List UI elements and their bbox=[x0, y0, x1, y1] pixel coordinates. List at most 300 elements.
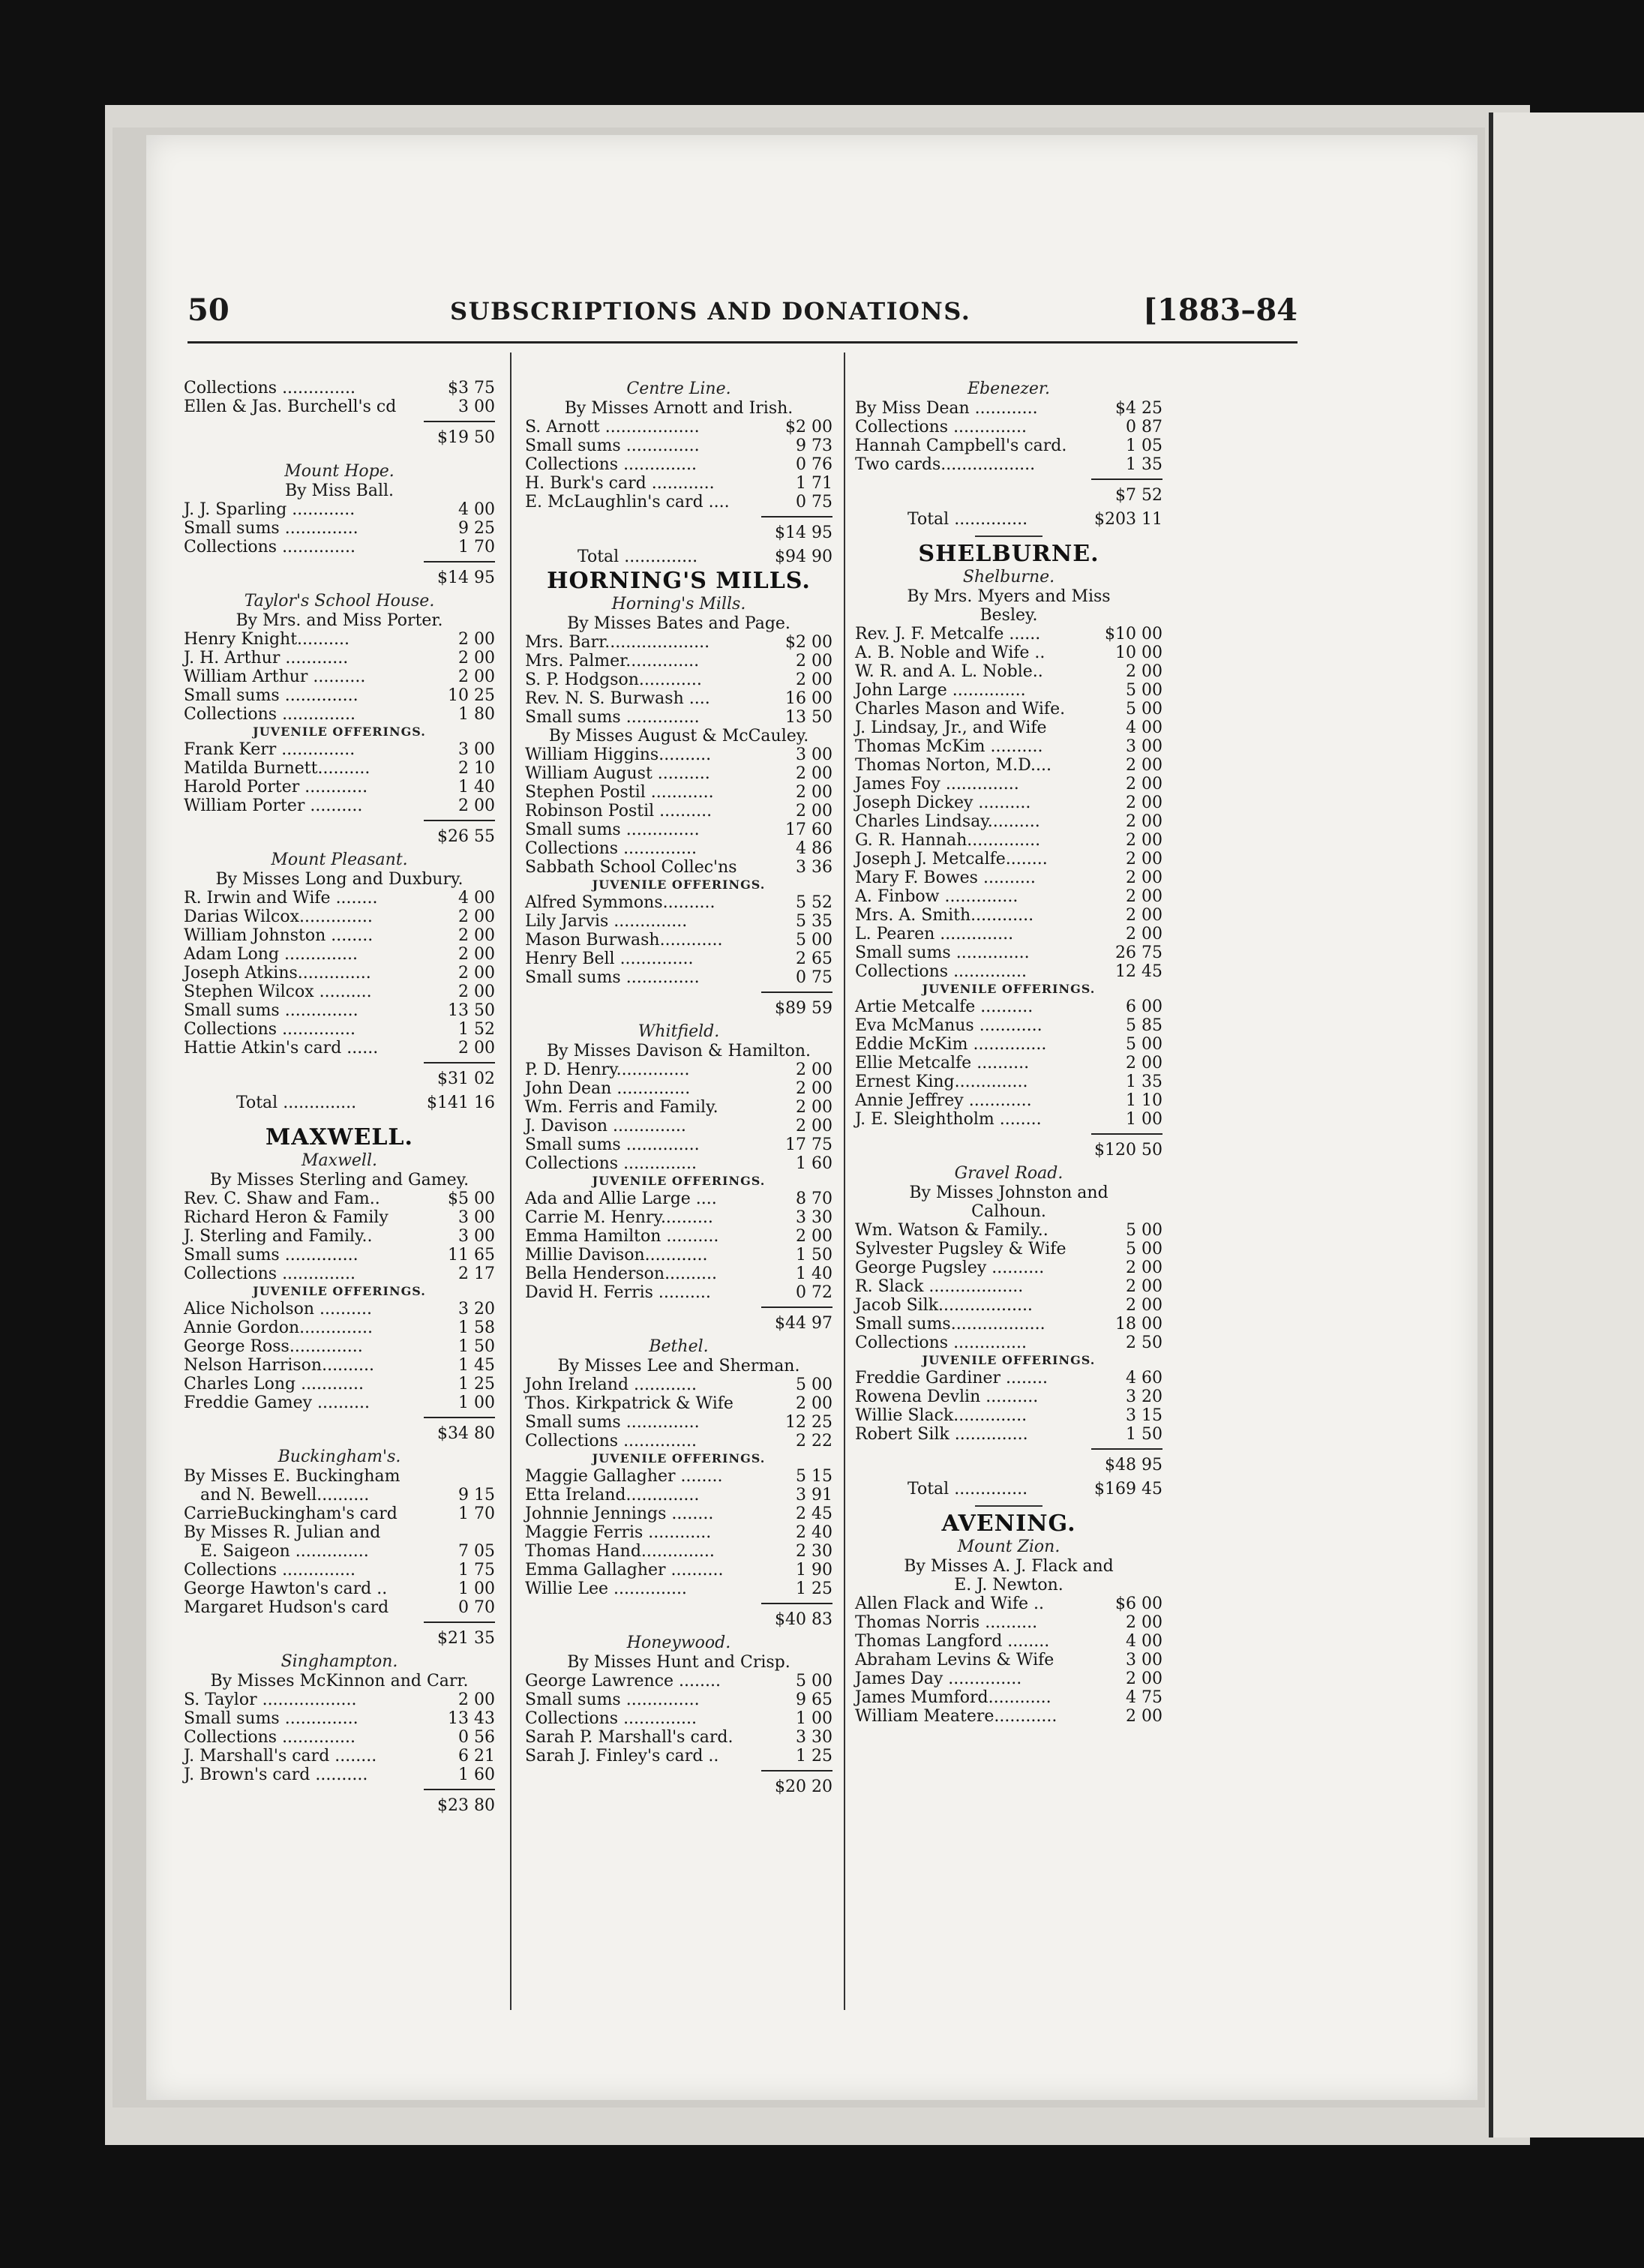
entry-label: Emma Hamilton .......... bbox=[525, 1227, 719, 1246]
entry-amount: 3 91 bbox=[796, 1486, 832, 1504]
entry-amount: 17 60 bbox=[785, 820, 832, 839]
subtotal-rule bbox=[761, 1306, 832, 1308]
collector-line: By Misses Lee and Sherman. bbox=[557, 1357, 800, 1376]
ledger-row bbox=[184, 1690, 495, 1709]
collector-line: By Misses Sterling and Gamey. bbox=[209, 1171, 470, 1190]
entry-label: Mrs. A. Smith............ bbox=[855, 906, 1034, 925]
entry-label: Freddie Gardiner ........ bbox=[855, 1369, 1048, 1388]
entry-amount: $2 00 bbox=[785, 633, 832, 652]
entry-label: J. Lindsay, Jr., and Wife bbox=[855, 718, 1047, 737]
entry-amount: 1 45 bbox=[458, 1356, 495, 1375]
ledger-row bbox=[525, 455, 832, 474]
collector-line: By Mrs. Myers and Miss bbox=[907, 587, 1111, 606]
collector-line: By Misses Hunt and Crisp. bbox=[567, 1653, 790, 1672]
entry-label: Small sums .............. bbox=[525, 436, 700, 455]
entry-amount: 12 25 bbox=[785, 1413, 832, 1432]
ledger-row bbox=[855, 756, 1162, 775]
entry-label: Mary F. Bowes .......... bbox=[855, 868, 1036, 887]
entry-amount: 2 00 bbox=[796, 652, 832, 670]
entry-amount: 3 00 bbox=[1126, 737, 1162, 756]
entry-label: Jacob Silk.................. bbox=[855, 1296, 1033, 1315]
entry-amount: 2 00 bbox=[796, 1060, 832, 1079]
entry-amount: 0 70 bbox=[458, 1598, 495, 1617]
subsection-heading: Centre Line. bbox=[626, 380, 731, 398]
entry-label: Freddie Gamey .......... bbox=[184, 1394, 370, 1412]
entry-amount: 9 65 bbox=[796, 1690, 832, 1709]
entry-label: A. Finbow .............. bbox=[855, 887, 1018, 906]
entry-label: Henry Bell .............. bbox=[525, 950, 694, 968]
total-amount: $203 11 bbox=[1094, 510, 1162, 529]
subtotal-rule bbox=[761, 516, 832, 518]
column-2 bbox=[525, 379, 832, 1800]
ledger-row bbox=[525, 474, 832, 493]
ledger-row bbox=[855, 455, 1162, 474]
entry-label: Willie Lee .............. bbox=[525, 1580, 687, 1598]
ledger-row bbox=[184, 630, 495, 649]
entry-amount: 2 00 bbox=[796, 1098, 832, 1117]
entry-label: Collections .............. bbox=[184, 1020, 356, 1039]
entry-amount: 2 00 bbox=[1126, 662, 1162, 681]
entry-amount: 6 00 bbox=[1126, 998, 1162, 1016]
entry-amount: 1 35 bbox=[1126, 455, 1162, 474]
subsection-heading: Whitfield. bbox=[638, 1022, 720, 1041]
subtotal-rule bbox=[761, 992, 832, 993]
entry-amount: 1 10 bbox=[1126, 1091, 1162, 1110]
ledger-row bbox=[184, 945, 495, 964]
ledger-row bbox=[525, 1467, 832, 1486]
entry-amount: 3 30 bbox=[796, 1208, 832, 1227]
entry-label: Hannah Campbell's card. bbox=[855, 436, 1067, 455]
entry-label: Stephen Wilcox .......... bbox=[184, 982, 372, 1001]
entry-label: William Johnston ........ bbox=[184, 926, 374, 945]
entry-label: Thomas Norris .......... bbox=[855, 1613, 1038, 1632]
subtotal bbox=[525, 1598, 832, 1633]
entry-label: J. Brown's card .......... bbox=[184, 1766, 368, 1784]
ledger-row bbox=[855, 1221, 1162, 1240]
subtotal bbox=[855, 1444, 1162, 1478]
entry-label: S. Taylor .................. bbox=[184, 1690, 357, 1709]
ledger-row bbox=[525, 1486, 832, 1504]
entry-amount: 3 20 bbox=[458, 1300, 495, 1318]
ledger-row bbox=[184, 889, 495, 908]
entry-label: Collections .............. bbox=[855, 962, 1027, 981]
entry-label: Eva McManus ............ bbox=[855, 1016, 1042, 1035]
subtotal-amount: $48 95 bbox=[1105, 1456, 1162, 1474]
short-rule-line bbox=[975, 536, 1042, 537]
entry-label: By Misses E. Buckingham bbox=[184, 1467, 400, 1486]
entry-amount: 2 00 bbox=[458, 908, 495, 926]
entry-amount: 2 00 bbox=[458, 1690, 495, 1709]
ledger-row bbox=[525, 931, 832, 950]
ledger-row bbox=[184, 982, 495, 1001]
ledger-row bbox=[525, 1227, 832, 1246]
entry-amount: 2 00 bbox=[1126, 831, 1162, 850]
ledger-row bbox=[855, 399, 1162, 418]
ledger-row bbox=[855, 812, 1162, 831]
ledger-row bbox=[184, 686, 495, 705]
subtotal-amount: $26 55 bbox=[437, 827, 495, 846]
entry-label: George Lawrence ........ bbox=[525, 1672, 721, 1690]
ledger-row bbox=[184, 1523, 495, 1542]
ledger-row bbox=[184, 1300, 495, 1318]
entry-label: John Dean .............. bbox=[525, 1079, 691, 1098]
ledger-row bbox=[525, 764, 832, 783]
entry-label: CarrieBuckingham's card bbox=[184, 1504, 398, 1523]
ledger-row bbox=[855, 944, 1162, 962]
subtotal-amount: $23 80 bbox=[437, 1796, 495, 1815]
entry-amount: 4 00 bbox=[458, 500, 495, 519]
entry-amount: 1 50 bbox=[458, 1337, 495, 1356]
entry-amount: 1 90 bbox=[796, 1561, 832, 1580]
entry-label: Sabbath School Collec'ns bbox=[525, 858, 737, 877]
section-heading: MAXWELL. bbox=[266, 1124, 413, 1150]
ledger-row bbox=[184, 500, 495, 519]
section-heading: AVENING. bbox=[941, 1510, 1076, 1537]
entry-label: George Hawton's card .. bbox=[184, 1580, 388, 1598]
entry-label: Willie Slack.............. bbox=[855, 1406, 1028, 1425]
entry-amount: 11 65 bbox=[448, 1246, 495, 1264]
ledger-row bbox=[855, 436, 1162, 455]
entry-label: Small sums .............. bbox=[184, 1001, 358, 1020]
subtotal-amount: $120 50 bbox=[1094, 1141, 1162, 1160]
column-divider bbox=[510, 352, 512, 2010]
total-amount: $94 90 bbox=[775, 548, 832, 566]
entry-amount: 13 43 bbox=[448, 1709, 495, 1728]
ledger-row bbox=[184, 519, 495, 538]
entry-amount: 1 75 bbox=[458, 1561, 495, 1580]
entry-amount: 1 70 bbox=[458, 1504, 495, 1523]
section-heading: HORNING'S MILLS. bbox=[547, 568, 811, 594]
entry-label: G. R. Hannah.............. bbox=[855, 831, 1041, 850]
entry-amount: 6 21 bbox=[458, 1747, 495, 1766]
subsection-heading: Honeywood. bbox=[626, 1634, 731, 1652]
ledger-row bbox=[525, 418, 832, 436]
entry-amount: 1 60 bbox=[458, 1766, 495, 1784]
ledger-row bbox=[184, 1356, 495, 1375]
entry-amount: 2 00 bbox=[1126, 1707, 1162, 1726]
entry-label: Maggie Gallagher ........ bbox=[525, 1467, 723, 1486]
entry-label: Small sums .............. bbox=[184, 1709, 358, 1728]
short-rule-line bbox=[975, 1505, 1042, 1507]
entry-amount: 2 00 bbox=[796, 1079, 832, 1098]
subtotal-amount: $89 59 bbox=[775, 999, 832, 1018]
subtotal-amount: $14 95 bbox=[775, 524, 832, 542]
ledger-row bbox=[855, 868, 1162, 887]
total-amount: $141 16 bbox=[427, 1094, 495, 1112]
subtotal bbox=[855, 474, 1162, 508]
ledger-row bbox=[525, 802, 832, 820]
ledger-row bbox=[184, 740, 495, 759]
entry-amount: 1 52 bbox=[458, 1020, 495, 1039]
collector-line: By Miss Ball. bbox=[284, 482, 394, 500]
ledger-row bbox=[855, 1110, 1162, 1129]
ledger-row bbox=[855, 681, 1162, 700]
entry-label: Robinson Postil .......... bbox=[525, 802, 712, 820]
entry-label: Small sums .............. bbox=[184, 686, 358, 705]
entry-label: Collections .............. bbox=[184, 1264, 356, 1283]
entry-amount: 0 75 bbox=[796, 968, 832, 987]
entry-amount: 2 00 bbox=[458, 630, 495, 649]
subtotal bbox=[184, 1058, 495, 1092]
ledger-row bbox=[525, 746, 832, 764]
ledger-row bbox=[525, 493, 832, 512]
ledger-row bbox=[855, 1388, 1162, 1406]
ledger-row bbox=[855, 1035, 1162, 1054]
section-rule bbox=[855, 1501, 1162, 1511]
page-header bbox=[188, 292, 1298, 338]
entry-amount: 8 70 bbox=[796, 1190, 832, 1208]
entry-label: Collections .............. bbox=[184, 538, 356, 556]
entry-amount: 3 00 bbox=[458, 1208, 495, 1227]
ledger-row bbox=[525, 652, 832, 670]
total-label: Total .............. bbox=[578, 548, 698, 566]
entry-amount: 1 40 bbox=[796, 1264, 832, 1283]
entry-amount: 5 00 bbox=[1126, 1240, 1162, 1258]
entry-label: Carrie M. Henry.......... bbox=[525, 1208, 713, 1227]
subtotal-rule bbox=[761, 1603, 832, 1604]
entry-amount: 3 00 bbox=[458, 398, 495, 416]
entry-amount: 2 00 bbox=[1126, 1277, 1162, 1296]
collector-line: By Misses Davison & Hamilton. bbox=[546, 1042, 811, 1060]
entry-amount: 1 50 bbox=[796, 1246, 832, 1264]
subtotal-amount: $7 52 bbox=[1115, 486, 1162, 505]
entry-label: Thomas McKim .......... bbox=[855, 737, 1043, 756]
entry-amount: 17 75 bbox=[785, 1136, 832, 1154]
entry-amount: 4 00 bbox=[1126, 718, 1162, 737]
ledger-row bbox=[855, 1670, 1162, 1688]
ledger-row bbox=[184, 1598, 495, 1617]
entry-label: Mrs. Barr.................... bbox=[525, 633, 710, 652]
total-row bbox=[855, 1478, 1162, 1501]
ledger-row bbox=[855, 1707, 1162, 1726]
ledger-row bbox=[184, 668, 495, 686]
total-row bbox=[184, 1092, 495, 1114]
entry-label: Nelson Harrison.......... bbox=[184, 1356, 375, 1375]
entry-label: S. P. Hodgson............ bbox=[525, 670, 702, 689]
ledger-row bbox=[525, 1432, 832, 1450]
ledger-row bbox=[184, 1039, 495, 1058]
section-rule bbox=[855, 531, 1162, 542]
entry-label: J. Sterling and Family.. bbox=[184, 1227, 373, 1246]
entry-label: James Foy .............. bbox=[855, 775, 1019, 794]
ledger-row bbox=[525, 1580, 832, 1598]
juvenile-offerings-heading: JUVENILE OFFERINGS. bbox=[592, 878, 766, 892]
juvenile-offerings-heading: JUVENILE OFFERINGS. bbox=[592, 1174, 766, 1188]
entry-amount: 1 70 bbox=[458, 538, 495, 556]
entry-amount: 2 00 bbox=[1126, 812, 1162, 831]
ledger-row bbox=[184, 398, 495, 416]
entry-label: Wm. Watson & Family.. bbox=[855, 1221, 1048, 1240]
entry-amount: 3 00 bbox=[458, 1227, 495, 1246]
entry-label: Ellen & Jas. Burchell's cd bbox=[184, 398, 397, 416]
collector-line: By Misses McKinnon and Carr. bbox=[210, 1672, 469, 1690]
ledger-row bbox=[184, 759, 495, 778]
juvenile-offerings-heading: JUVENILE OFFERINGS. bbox=[922, 1353, 1096, 1367]
total-amount: $169 45 bbox=[1094, 1480, 1162, 1498]
entry-amount: 2 00 bbox=[1126, 1296, 1162, 1315]
subsection-heading: Singhampton. bbox=[280, 1652, 398, 1671]
entry-amount: 2 00 bbox=[458, 926, 495, 945]
ledger-row bbox=[525, 820, 832, 839]
entry-label: Small sums .............. bbox=[525, 1413, 700, 1432]
entry-label: Rowena Devlin .......... bbox=[855, 1388, 1039, 1406]
entry-amount: 1 35 bbox=[1126, 1072, 1162, 1091]
subtotal bbox=[184, 1412, 495, 1447]
ledger-row bbox=[525, 1154, 832, 1173]
ledger-row bbox=[184, 649, 495, 668]
column-3 bbox=[855, 379, 1162, 1726]
entry-label: Thomas Hand.............. bbox=[525, 1542, 715, 1561]
entry-label: Stephen Postil ............ bbox=[525, 783, 714, 802]
entry-label: Collections .............. bbox=[184, 379, 356, 398]
entry-label: Collections .............. bbox=[525, 1709, 697, 1728]
entry-amount: 5 00 bbox=[1126, 1035, 1162, 1054]
entry-amount: 13 50 bbox=[785, 708, 832, 727]
ledger-row bbox=[855, 1240, 1162, 1258]
entry-label: Small sums .............. bbox=[525, 1690, 700, 1709]
entry-label: Alice Nicholson .......... bbox=[184, 1300, 372, 1318]
ledger-row bbox=[855, 775, 1162, 794]
collector-line: By Misses Arnott and Irish. bbox=[564, 399, 794, 418]
collector-line: By Misses August & McCauley. bbox=[548, 727, 809, 746]
entry-label: Sarah J. Finley's card .. bbox=[525, 1747, 719, 1766]
entry-label: Richard Heron & Family bbox=[184, 1208, 388, 1227]
total-label: Total .............. bbox=[908, 1480, 1028, 1498]
ledger-row bbox=[525, 950, 832, 968]
juvenile-offerings-heading: JUVENILE OFFERINGS. bbox=[253, 724, 426, 739]
subtotal-amount: $14 95 bbox=[437, 568, 495, 587]
total-row bbox=[855, 508, 1162, 531]
entry-label: Bella Henderson.......... bbox=[525, 1264, 717, 1283]
entry-amount: $3 75 bbox=[448, 379, 495, 398]
ledger-row bbox=[184, 1318, 495, 1337]
entry-label: George Pugsley .......... bbox=[855, 1258, 1045, 1277]
ledger-row bbox=[855, 1315, 1162, 1334]
ledger-row bbox=[855, 1016, 1162, 1035]
ledger-row bbox=[184, 1337, 495, 1356]
page-title: SUBSCRIPTIONS AND DONATIONS. bbox=[450, 297, 971, 326]
entry-label: H. Burk's card ............ bbox=[525, 474, 715, 493]
subsection-heading: Buckingham's. bbox=[278, 1448, 401, 1466]
subtotal bbox=[184, 556, 495, 591]
entry-amount: 2 65 bbox=[796, 950, 832, 968]
entry-amount: 9 15 bbox=[458, 1486, 495, 1504]
ledger-row bbox=[184, 1542, 495, 1561]
ledger-row bbox=[184, 1747, 495, 1766]
subtotal-rule bbox=[761, 1770, 832, 1772]
entry-amount: 2 00 bbox=[1126, 850, 1162, 868]
entry-label: Joseph J. Metcalfe........ bbox=[855, 850, 1048, 868]
ledger-row bbox=[855, 1613, 1162, 1632]
subsection-heading: Bethel. bbox=[649, 1337, 709, 1356]
entry-label: Thomas Langford ........ bbox=[855, 1632, 1050, 1651]
entry-label: E. McLaughlin's card .... bbox=[525, 493, 730, 512]
facing-page bbox=[1489, 112, 1644, 2138]
entry-amount: 2 00 bbox=[458, 964, 495, 982]
ledger-row bbox=[525, 1413, 832, 1432]
ledger-row bbox=[525, 1728, 832, 1747]
subtotal-amount: $21 35 bbox=[437, 1629, 495, 1648]
entry-amount: 1 50 bbox=[1126, 1425, 1162, 1444]
subsection-heading: Shelburne. bbox=[962, 568, 1055, 586]
entry-label: Collections .............. bbox=[855, 418, 1027, 436]
ledger-row bbox=[184, 1486, 495, 1504]
entry-amount: $6 00 bbox=[1115, 1594, 1162, 1613]
ledger-row bbox=[184, 1709, 495, 1728]
entry-amount: 5 85 bbox=[1126, 1016, 1162, 1035]
section-heading: SHELBURNE. bbox=[918, 541, 1100, 567]
entry-amount: 2 00 bbox=[796, 783, 832, 802]
spacer bbox=[184, 451, 495, 461]
entry-amount: 1 71 bbox=[796, 474, 832, 493]
entry-amount: 0 56 bbox=[458, 1728, 495, 1747]
subtotal bbox=[184, 1617, 495, 1652]
subsection-heading: Mount Zion. bbox=[957, 1538, 1060, 1556]
subtotal bbox=[184, 1784, 495, 1819]
ledger-row bbox=[525, 858, 832, 877]
entry-label: Collections .............. bbox=[525, 839, 697, 858]
entry-label: James Mumford............ bbox=[855, 1688, 1052, 1707]
ledger-row bbox=[855, 418, 1162, 436]
subtotal-rule bbox=[424, 421, 495, 422]
entry-label: A. B. Noble and Wife .. bbox=[855, 644, 1046, 662]
subtotal-rule bbox=[424, 1062, 495, 1064]
ledger-row bbox=[525, 1060, 832, 1079]
subsection-heading: Maxwell. bbox=[302, 1151, 377, 1170]
entry-label: Emma Gallagher .......... bbox=[525, 1561, 724, 1580]
entry-amount: 9 25 bbox=[458, 519, 495, 538]
entry-amount: 5 00 bbox=[796, 931, 832, 950]
ledger-row bbox=[855, 1594, 1162, 1613]
subsection-heading: Horning's Mills. bbox=[611, 595, 746, 614]
entry-label: L. Pearen .............. bbox=[855, 925, 1014, 944]
subtotal-rule bbox=[424, 820, 495, 821]
entry-amount: 4 86 bbox=[796, 839, 832, 858]
entry-label: W. R. and A. L. Noble.. bbox=[855, 662, 1043, 681]
subtotal-rule bbox=[424, 1622, 495, 1623]
subtotal-amount: $44 97 bbox=[775, 1314, 832, 1333]
entry-amount: 3 00 bbox=[458, 740, 495, 759]
page-number: 50 bbox=[188, 292, 230, 328]
entry-label: Alfred Symmons.......... bbox=[525, 893, 716, 912]
ledger-row bbox=[855, 1369, 1162, 1388]
entry-label: Johnnie Jennings ........ bbox=[525, 1504, 714, 1523]
collector-line: By Misses Long and Duxbury. bbox=[215, 870, 464, 889]
entry-amount: 3 00 bbox=[1126, 1651, 1162, 1670]
entry-label: Two cards.................. bbox=[855, 455, 1036, 474]
entry-amount: 4 75 bbox=[1126, 1688, 1162, 1707]
subtotal bbox=[525, 987, 832, 1022]
ledger-row bbox=[184, 1561, 495, 1580]
subtotal-rule bbox=[1091, 1448, 1162, 1450]
entry-label: Rev. J. F. Metcalfe ...... bbox=[855, 625, 1041, 644]
entry-amount: 1 05 bbox=[1126, 436, 1162, 455]
entry-label: J. E. Sleightholm ........ bbox=[855, 1110, 1042, 1129]
ledger-row bbox=[525, 1709, 832, 1728]
entry-label: Thos. Kirkpatrick & Wife bbox=[525, 1394, 734, 1413]
ledger-row bbox=[525, 1747, 832, 1766]
ledger-row bbox=[184, 1504, 495, 1523]
entry-label: Annie Gordon.............. bbox=[184, 1318, 374, 1337]
entry-amount: 1 80 bbox=[458, 705, 495, 724]
ledger-row bbox=[184, 1580, 495, 1598]
ledger-row bbox=[855, 850, 1162, 868]
total-row bbox=[525, 546, 832, 568]
ledger-row bbox=[525, 783, 832, 802]
ledger-row bbox=[855, 644, 1162, 662]
entry-amount: 2 50 bbox=[1126, 1334, 1162, 1352]
entry-label: Small sums .............. bbox=[525, 968, 700, 987]
